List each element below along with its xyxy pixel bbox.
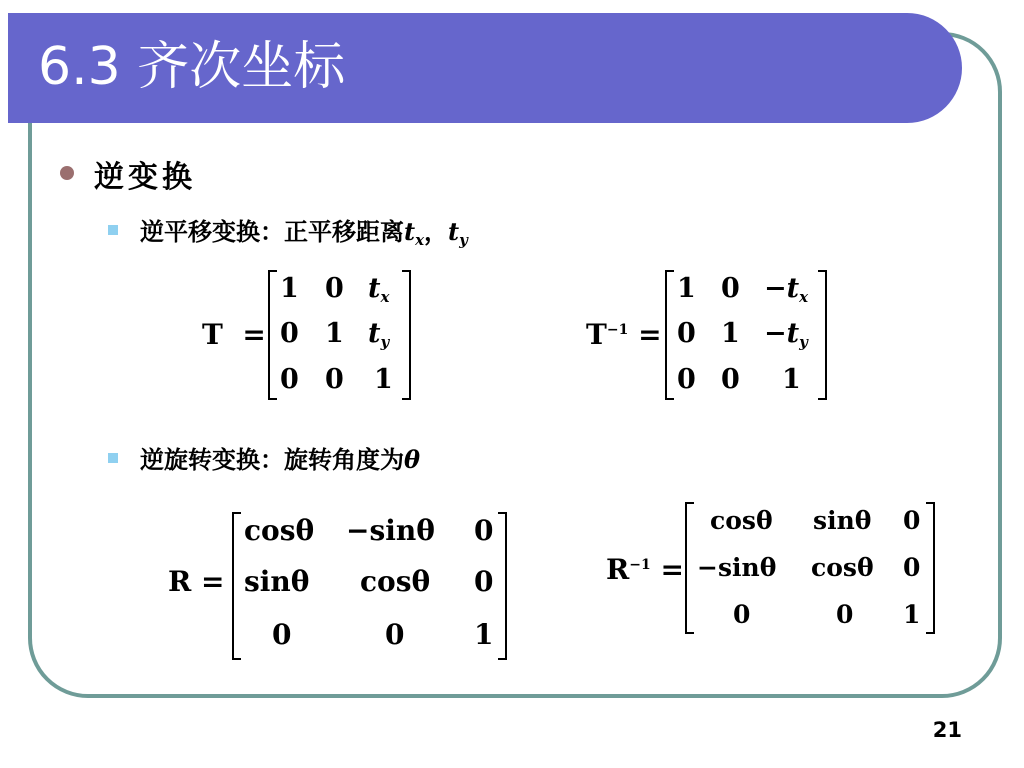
bullet-dot [60, 166, 74, 180]
matrix-cell: 0 [280, 364, 299, 395]
matrix-cell: ty [368, 318, 390, 351]
matrix-cell: cosθ [811, 553, 874, 582]
matrix-cell: sinθ [813, 506, 872, 535]
matrix-R-left-bracket [232, 512, 241, 660]
matrix-cell: 1 [280, 273, 299, 304]
title-bar [8, 13, 962, 123]
matrix-cell: 1 [782, 364, 801, 395]
matrix-T-inverse-label: $T^{-1}$ = [586, 318, 662, 351]
matrix-cell: 0 [903, 506, 921, 535]
matrix-cell: 0 [474, 565, 494, 598]
matrix-T-label: T = [202, 318, 266, 351]
matrix-cell: cosθ [710, 506, 773, 535]
page-number: 21 [932, 718, 962, 742]
matrix-cell: 1 [325, 318, 344, 349]
matrix-R-right-bracket [498, 512, 507, 660]
matrix-cell: −ty [764, 318, 808, 351]
matrix-cell: −sinθ [697, 553, 777, 582]
matrix-T-inverse-left-bracket [665, 270, 674, 400]
matrix-cell: 1 [677, 273, 696, 304]
matrix-cell: −tx [764, 273, 809, 306]
slide-frame [28, 32, 1002, 698]
matrix-cell: 1 [374, 364, 393, 395]
sub-bullet-translation [108, 225, 118, 235]
translation-line: 逆平移变换：正平移距离$t_x$，$t_y$ [140, 217, 468, 249]
matrix-cell: 0 [272, 618, 292, 651]
matrix-cell: cosθ [360, 565, 431, 598]
matrix-cell: −sinθ [346, 514, 435, 547]
matrix-R-inverse-left-bracket [685, 502, 694, 634]
matrix-cell: cosθ [244, 514, 315, 547]
matrix-R-label: R = [168, 565, 225, 598]
matrix-cell: 0 [385, 618, 405, 651]
matrix-cell: 0 [721, 273, 740, 304]
matrix-R-inverse-right-bracket [926, 502, 935, 634]
matrix-cell: sinθ [244, 565, 310, 598]
matrix-cell: 1 [903, 600, 921, 629]
matrix-cell: 0 [733, 600, 751, 629]
matrix-T-left-bracket [268, 270, 277, 400]
matrix-cell: 0 [677, 318, 696, 349]
heading: 逆变换 [94, 160, 196, 195]
matrix-T-right-bracket [402, 270, 411, 400]
matrix-T-inverse-right-bracket [818, 270, 827, 400]
sub-bullet-rotation [108, 453, 118, 463]
matrix-cell: 1 [721, 318, 740, 349]
matrix-cell: tx [368, 273, 390, 306]
slide-title: 6.3 齐次坐标 [38, 37, 346, 97]
matrix-cell: 0 [836, 600, 854, 629]
matrix-cell: 0 [325, 364, 344, 395]
matrix-cell: 0 [677, 364, 696, 395]
matrix-cell: 0 [721, 364, 740, 395]
matrix-cell: 0 [325, 273, 344, 304]
matrix-cell: 1 [474, 618, 494, 651]
matrix-cell: 0 [280, 318, 299, 349]
matrix-cell: 0 [474, 514, 494, 547]
rotation-line: 逆旋转变换：旋转角度为θ [140, 445, 421, 474]
matrix-cell: 0 [903, 553, 921, 582]
matrix-R-inverse-label: $R^{-1}$ = [606, 553, 684, 586]
